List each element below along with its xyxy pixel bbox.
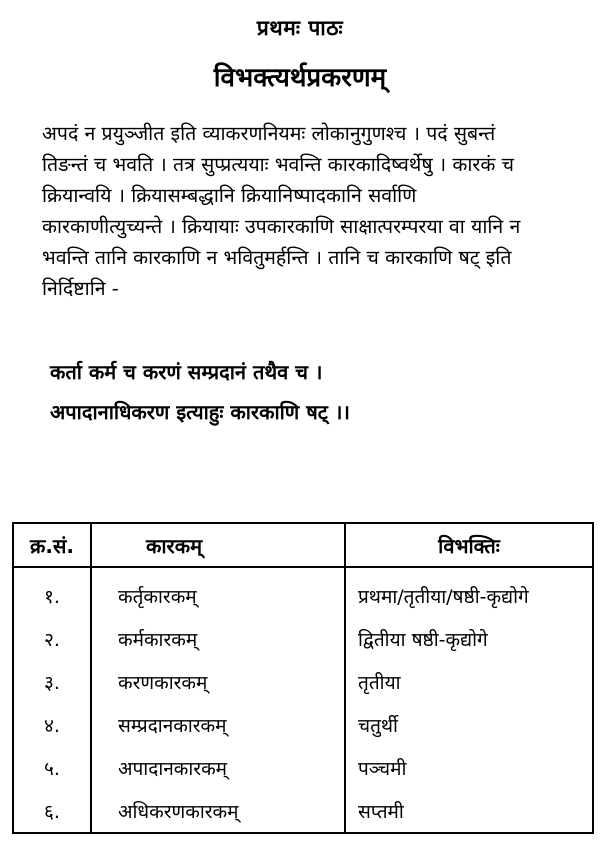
paragraph-line: अपदं न प्रयुञ्जीत इति व्याकरणनियमः लोकानुगुणश्च । पदं सुबन्तं — [42, 122, 496, 145]
vibhakti-cell: सप्तमी — [345, 789, 593, 833]
karaka-cell: सम्प्रदानकारकम् — [91, 703, 345, 746]
paragraph-line: भवन्ति तानि कारकाणि न भवितुमर्हन्ति । तानि च कारकाणि षट् इति — [42, 246, 512, 269]
karaka-cell: अधिकरणकारकम् — [91, 789, 345, 833]
vibhakti-cell: द्वितीया षष्ठी-कृद्योगे — [345, 617, 593, 660]
table-row — [13, 703, 593, 746]
lesson-label: प्रथमः पाठः — [256, 16, 344, 40]
header-serial: क्र.सं. — [13, 523, 91, 567]
table-row — [13, 567, 593, 617]
page-title: विभक्त्यर्थप्रकरणम् — [213, 63, 387, 93]
karaka-cell: कर्तृकारकम् — [91, 567, 345, 617]
serial-cell: ६. — [13, 789, 91, 833]
table-row — [13, 660, 593, 703]
karaka-table — [12, 522, 594, 834]
vibhakti-cell: तृतीया — [345, 660, 593, 703]
table-row — [13, 617, 593, 660]
karaka-cell: करणकारकम् — [91, 660, 345, 703]
header-vibhakti: विभक्तिः — [345, 523, 593, 567]
vibhakti-cell: प्रथमा/तृतीया/षष्ठी-कृद्योगे — [345, 567, 593, 617]
verse-line-1: कर्ता कर्म च करणं सम्प्रदानं तथैव च । — [50, 360, 323, 384]
table-row — [13, 746, 593, 789]
intro-paragraph — [12, 118, 586, 304]
table-header-row — [13, 523, 593, 567]
serial-cell: ४. — [13, 703, 91, 746]
paragraph-line: निर्दिष्टानि - — [42, 277, 119, 300]
paragraph-line: क्रियान्वयि । क्रियासम्बद्धानि क्रियानिष्पादकानि सर्वाणि — [42, 184, 417, 207]
verse-line-2: अपादानाधिकरण इत्याहुः कारकाणि षट् ।। — [50, 400, 350, 424]
vibhakti-cell: पञ्चमी — [345, 746, 593, 789]
vibhakti-cell: चतुर्थी — [345, 703, 593, 746]
paragraph-line: तिङन्तं च भवति । तत्र सुप्प्रत्ययाः भवन्ति कारकादिष्वर्थेषु । कारकं च — [42, 153, 514, 176]
header-karaka: कारकम् — [91, 523, 345, 567]
serial-cell: ३. — [13, 660, 91, 703]
karaka-cell: कर्मकारकम् — [91, 617, 345, 660]
serial-cell: १. — [13, 567, 91, 617]
serial-cell: ५. — [13, 746, 91, 789]
serial-cell: २. — [13, 617, 91, 660]
karaka-cell: अपादानकारकम् — [91, 746, 345, 789]
paragraph-line: कारकाणीत्युच्यन्ते । क्रियायाः उपकारकाणि साक्षात्परम्परया वा यानि न — [42, 215, 521, 238]
table-row — [13, 789, 593, 833]
